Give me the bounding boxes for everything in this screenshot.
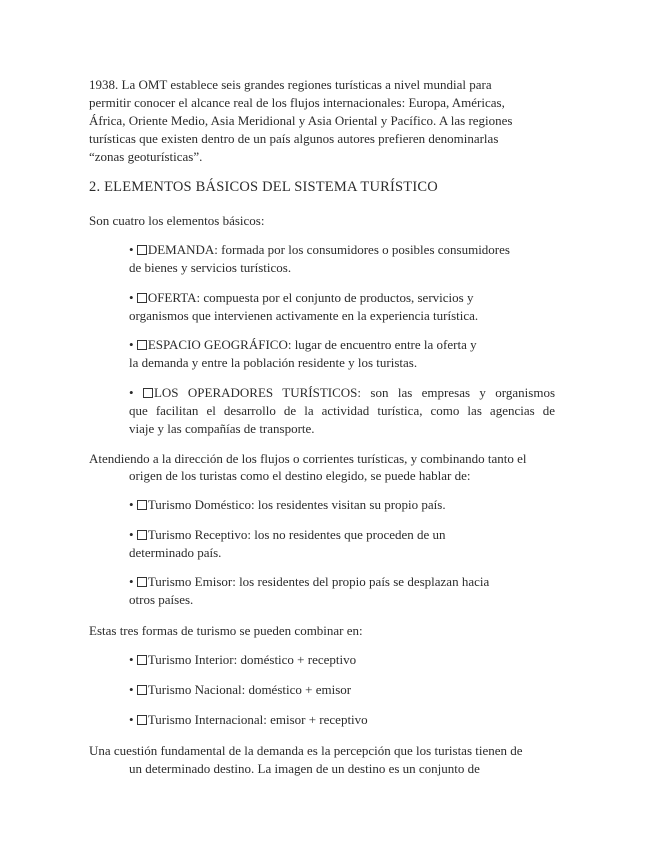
paragraph-line: África, Oriente Medio, Asia Meridional y Asia Oriental y Pacífico. A las regiones <box>89 113 513 128</box>
elements-intro: Son cuatro los elementos básicos: <box>89 213 265 228</box>
checkbox-glyph-icon <box>137 500 147 510</box>
list-item-text: Turismo Interior: doméstico + receptivo <box>147 652 357 667</box>
paragraph-line: 1938. La OMT establece seis grandes regiones turísticas a nivel mundial para <box>89 77 492 92</box>
bullet: • <box>129 497 134 512</box>
list-item-text: otros países. <box>129 592 194 607</box>
list-item-text: de bienes y servicios turísticos. <box>129 260 292 275</box>
list-item-text: Turismo Nacional: doméstico + emisor <box>147 682 352 697</box>
bullet: • <box>129 385 134 400</box>
bullet: • <box>129 527 134 542</box>
paragraph-line: Atendiendo a la dirección de los flujos o corrientes turísticas, y combinando tanto el <box>89 451 527 466</box>
bullet: • <box>129 337 134 352</box>
list-item-text: la demanda y entre la población residente y los turistas. <box>129 355 418 370</box>
list-item-text: que facilitan el desarrollo de la actividad turística, como las agencias de <box>129 403 555 418</box>
list-item-text: LOS OPERADORES TURÍSTICOS: son las empresas y organismos <box>153 385 555 400</box>
bullet: • <box>129 242 134 257</box>
checkbox-glyph-icon <box>137 293 147 303</box>
section-title: 2. ELEMENTOS BÁSICOS DEL SISTEMA TURÍSTICO <box>89 179 438 195</box>
checkbox-glyph-icon <box>137 655 147 665</box>
list-item-text: Turismo Emisor: los residentes del propio país se desplazan hacia <box>147 574 490 589</box>
combined-intro: Estas tres formas de turismo se pueden combinar en: <box>89 623 363 638</box>
checkbox-glyph-icon <box>137 685 147 695</box>
checkbox-glyph-icon <box>137 530 147 540</box>
list-item <box>129 681 351 699</box>
list-item-text: organismos que intervienen activamente en la experiencia turística. <box>129 308 479 323</box>
checkbox-glyph-icon <box>137 577 147 587</box>
checkbox-glyph-icon <box>143 388 153 398</box>
list-item <box>129 711 368 729</box>
list-item-text: Turismo Doméstico: los residentes visitan su propio país. <box>147 497 446 512</box>
paragraph-line: permitir conocer el alcance real de los flujos internacionales: Europa, Américas, <box>89 95 505 110</box>
paragraph-line: un determinado destino. La imagen de un destino es un conjunto de <box>129 761 480 776</box>
list-item <box>129 651 356 669</box>
checkbox-glyph-icon <box>137 245 147 255</box>
list-item-text: OFERTA: compuesta por el conjunto de productos, servicios y <box>147 290 474 305</box>
paragraph-line: “zonas geoturísticas”. <box>89 149 203 164</box>
bullet: • <box>129 290 134 305</box>
list-item-text: Turismo Internacional: emisor + receptivo <box>147 712 368 727</box>
paragraph-line: turísticas que existen dentro de un país algunos autores prefieren denominarlas <box>89 131 499 146</box>
list-item-text: Turismo Receptivo: los no residentes que proceden de un <box>147 527 446 542</box>
checkbox-glyph-icon <box>137 340 147 350</box>
bullet: • <box>129 712 134 727</box>
bullet: • <box>129 652 134 667</box>
list-item-text: determinado país. <box>129 545 222 560</box>
list-item-text: ESPACIO GEOGRÁFICO: lugar de encuentro entre la oferta y <box>147 337 477 352</box>
list-item-text: DEMANDA: formada por los consumidores o posibles consumidores <box>147 242 510 257</box>
bullet: • <box>129 574 134 589</box>
paragraph-line: origen de los turistas como el destino elegido, se puede hablar de: <box>129 468 471 483</box>
bullet: • <box>129 682 134 697</box>
checkbox-glyph-icon <box>137 715 147 725</box>
list-item-text: viaje y las compañías de transporte. <box>129 421 315 436</box>
paragraph-line: Una cuestión fundamental de la demanda es la percepción que los turistas tienen de <box>89 743 523 758</box>
